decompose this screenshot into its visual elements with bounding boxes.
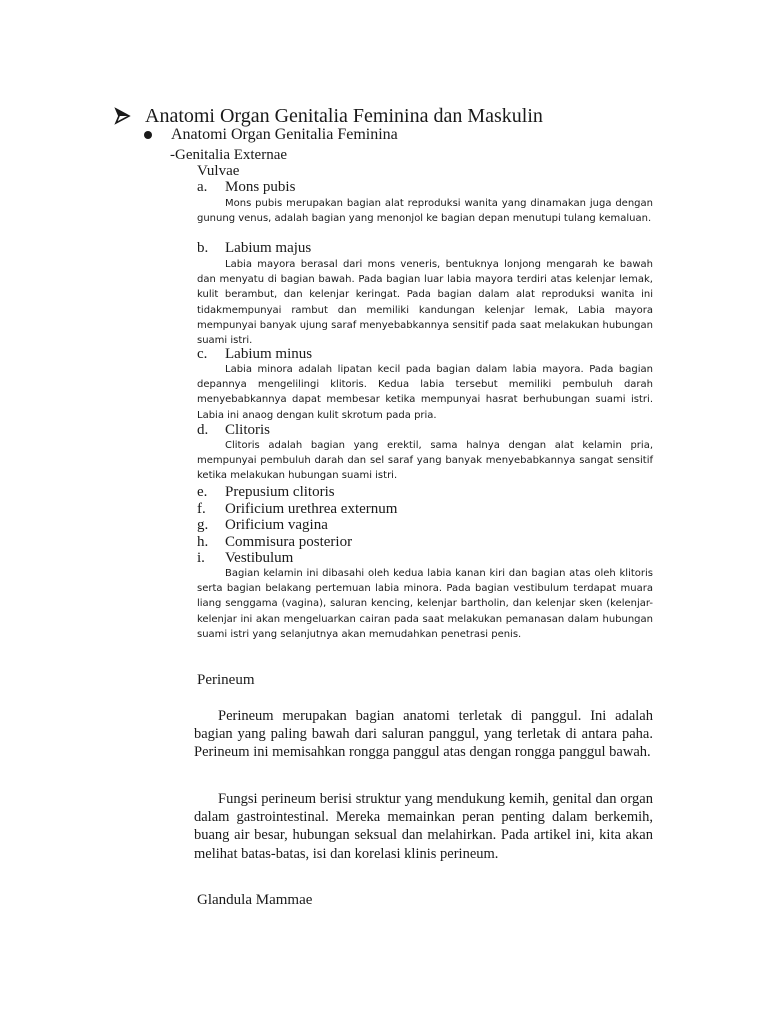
item-description: Labia mayora berasal dari mons veneris, bentuknya lonjong mengarah ke bawah dan menyatu di bagian bawah. Pada bagian luar labia mayora terdiri atas kelenjar lemak, kulit berambut, dan kelenjar keringat. Pada bagian dalam alat reproduksi wanita ini tidakmempunyai rambut dan memiliki kandungan kelenjar lemak, Labia mayora mempunyai banyak ujung saraf menyebabkannya sensitif pada saat melakukan hubungan suami istri. [197, 259, 653, 347]
item-marker: d. [197, 422, 209, 438]
arrow-bullet-icon [113, 107, 131, 125]
item-description: Bagian kelamin ini dibasahi oleh kedua labia kanan kiri dan bagian atas oleh klitoris serta bagian belakang pertemuan labia minora. Pada bagian vestibulum terdapat muara liang senggama (vagina), saluran kencing, kelenjar bartholin, dan kelenjar sken (kelenjar-kelenjar ini akan mengeluarkan cairan pada saat melakukan pemanasan dalam hubungan suami istri yang selanjutnya akan memudahkan penetrasi penis. [197, 568, 653, 640]
item-label: Prepusium clitoris [225, 484, 335, 500]
item-label: Mons pubis [225, 179, 296, 195]
item-description: Labia minora adalah lipatan kecil pada bagian dalam labia mayora. Pada bagian depannya mengelilingi klitoris. Kedua labia tersebut memiliki pembuluh darah menyebabkannya dapat membesar ketika mempunyai hasrat berhubungan suami istri. Labia ini anaog dengan kulit skrotum pada pria. [197, 364, 653, 421]
item-label: Clitoris [225, 422, 271, 438]
item-label: Vestibulum [225, 550, 294, 566]
item-marker: a. [197, 179, 208, 195]
item-description: Mons pubis merupakan bagian alat reproduksi wanita yang dinamakan juga dengan gunung venus, adalah bagian yang menonjol ke bagian depan menutupi tulang kemaluan. [197, 198, 653, 225]
sub-heading-row [144, 125, 398, 145]
item-marker: f. [197, 501, 206, 517]
item-label: Orificium vagina [225, 517, 328, 533]
item-marker: b. [197, 240, 209, 256]
item-marker: i. [197, 550, 205, 566]
glandula-title: Glandula Mammae [197, 892, 313, 908]
filled-circle-bullet-icon [144, 131, 152, 139]
item-label: Labium majus [225, 240, 312, 256]
item-label: Commisura posterior [225, 534, 353, 550]
item-marker: c. [197, 346, 208, 362]
sub-heading: Anatomi Organ Genitalia Feminina [171, 126, 398, 143]
perineum-paragraph: Perineum merupakan bagian anatomi terletak di panggul. Ini adalah bagian yang paling bawah dari saluran panggul, yang terletak di antara paha. Perineum ini memisahkan rongga panggul atas dengan rongga panggul bawah. [194, 708, 653, 761]
item-label: Orificium urethrea externum [225, 501, 398, 517]
externae-label: -Genitalia Externae [170, 147, 288, 163]
item-marker: e. [197, 484, 208, 500]
item-label: Labium minus [225, 346, 313, 362]
item-marker: h. [197, 534, 209, 550]
item-marker: g. [197, 517, 209, 533]
main-heading: Anatomi Organ Genitalia Feminina dan Maskulin [145, 105, 543, 127]
vulvae-label: Vulvae [197, 163, 240, 179]
item-description: Clitoris adalah bagian yang erektil, sama halnya dengan alat kelamin pria, mempunyai pembuluh darah dan sel saraf yang banyak menyebabkannya sangat sensitif ketika melakukan hubungan suami istri. [197, 440, 653, 482]
perineum-paragraph: Fungsi perineum berisi struktur yang mendukung kemih, genital dan organ dalam gastrointestinal. Mereka memainkan peran penting dalam berkemih, buang air besar, hubungan seksual dan melahirkan. Pada artikel ini, kita akan melihat batas-batas, isi dan korelasi klinis perineum. [194, 791, 653, 862]
perineum-title: Perineum [197, 672, 255, 688]
